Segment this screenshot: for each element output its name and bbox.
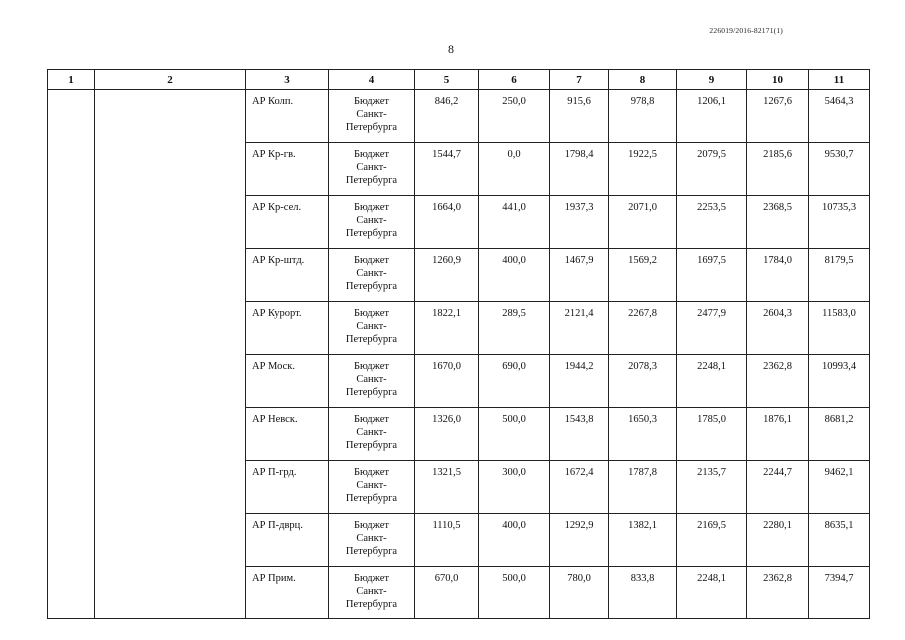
table-row <box>48 90 870 143</box>
column-header: 6 <box>479 70 550 90</box>
funding-source-line: Санкт- <box>356 321 387 332</box>
page-number: 8 <box>448 42 454 56</box>
funding-source-line: Санкт- <box>356 533 387 544</box>
col-1-cell <box>48 90 95 619</box>
funding-source-line: Петербурга <box>345 493 398 504</box>
value-cell: 2362,8 <box>747 567 809 619</box>
district-cell: АР Невск. <box>246 408 329 461</box>
value-cell: 2253,5 <box>677 196 747 249</box>
value-cell: 1697,5 <box>677 249 747 302</box>
value-cell: 0,0 <box>479 143 550 196</box>
funding-source-line: Санкт- <box>356 480 387 491</box>
funding-source-line: Санкт- <box>356 374 387 385</box>
district-cell: АР Кр-штд. <box>246 249 329 302</box>
funding-source-cell <box>329 302 415 355</box>
value-cell: 10993,4 <box>809 355 870 408</box>
funding-source-line: Бюджет <box>353 520 390 531</box>
value-cell: 500,0 <box>479 567 550 619</box>
value-cell: 1672,4 <box>550 461 609 514</box>
value-cell: 8635,1 <box>809 514 870 567</box>
value-cell: 8681,2 <box>809 408 870 461</box>
column-header: 2 <box>95 70 246 90</box>
funding-source-line: Бюджет <box>353 149 390 160</box>
value-cell: 1110,5 <box>415 514 479 567</box>
funding-source-line: Бюджет <box>353 414 390 425</box>
value-cell: 1544,7 <box>415 143 479 196</box>
value-cell: 1922,5 <box>609 143 677 196</box>
funding-source-line: Петербурга <box>345 334 398 345</box>
funding-source-cell <box>329 355 415 408</box>
value-cell: 7394,7 <box>809 567 870 619</box>
value-cell: 300,0 <box>479 461 550 514</box>
value-cell: 833,8 <box>609 567 677 619</box>
value-cell: 1784,0 <box>747 249 809 302</box>
funding-source-cell <box>329 461 415 514</box>
value-cell: 5464,3 <box>809 90 870 143</box>
value-cell: 2079,5 <box>677 143 747 196</box>
value-cell: 1326,0 <box>415 408 479 461</box>
col-2-cell <box>95 90 246 619</box>
funding-source-cell <box>329 408 415 461</box>
district-cell: АР Моск. <box>246 355 329 408</box>
value-cell: 2280,1 <box>747 514 809 567</box>
district-cell: АР П-дврц. <box>246 514 329 567</box>
value-cell: 441,0 <box>479 196 550 249</box>
column-header: 11 <box>809 70 870 90</box>
funding-source-cell <box>329 249 415 302</box>
value-cell: 1267,6 <box>747 90 809 143</box>
value-cell: 1944,2 <box>550 355 609 408</box>
funding-source-line: Петербурга <box>345 440 398 451</box>
value-cell: 1569,2 <box>609 249 677 302</box>
funding-source-line: Петербурга <box>345 599 398 610</box>
district-cell: АР Колп. <box>246 90 329 143</box>
value-cell: 2368,5 <box>747 196 809 249</box>
column-header: 8 <box>609 70 677 90</box>
value-cell: 2248,1 <box>677 355 747 408</box>
value-cell: 400,0 <box>479 514 550 567</box>
column-header: 9 <box>677 70 747 90</box>
value-cell: 846,2 <box>415 90 479 143</box>
funding-source-line: Санкт- <box>356 427 387 438</box>
value-cell: 690,0 <box>479 355 550 408</box>
value-cell: 2169,5 <box>677 514 747 567</box>
value-cell: 915,6 <box>550 90 609 143</box>
funding-source-line: Бюджет <box>353 255 390 266</box>
value-cell: 1292,9 <box>550 514 609 567</box>
value-cell: 978,8 <box>609 90 677 143</box>
value-cell: 1937,3 <box>550 196 609 249</box>
value-cell: 1670,0 <box>415 355 479 408</box>
value-cell: 2244,7 <box>747 461 809 514</box>
funding-source-cell <box>329 196 415 249</box>
budget-table <box>47 69 870 619</box>
value-cell: 1650,3 <box>609 408 677 461</box>
value-cell: 250,0 <box>479 90 550 143</box>
funding-source-line: Петербурга <box>345 546 398 557</box>
value-cell: 1467,9 <box>550 249 609 302</box>
header-row <box>48 70 870 90</box>
value-cell: 2362,8 <box>747 355 809 408</box>
value-cell: 1260,9 <box>415 249 479 302</box>
document-id: 226019/2016-82171(1) <box>709 26 783 35</box>
funding-source-line: Петербурга <box>345 281 398 292</box>
value-cell: 780,0 <box>550 567 609 619</box>
funding-source-line: Бюджет <box>353 361 390 372</box>
value-cell: 2071,0 <box>609 196 677 249</box>
column-header: 10 <box>747 70 809 90</box>
funding-source-line: Санкт- <box>356 586 387 597</box>
column-header: 7 <box>550 70 609 90</box>
funding-source-line: Бюджет <box>353 96 390 107</box>
value-cell: 10735,3 <box>809 196 870 249</box>
value-cell: 500,0 <box>479 408 550 461</box>
value-cell: 2267,8 <box>609 302 677 355</box>
value-cell: 8179,5 <box>809 249 870 302</box>
funding-source-line: Санкт- <box>356 268 387 279</box>
funding-source-cell <box>329 567 415 619</box>
value-cell: 1822,1 <box>415 302 479 355</box>
column-header: 4 <box>329 70 415 90</box>
value-cell: 2078,3 <box>609 355 677 408</box>
value-cell: 1664,0 <box>415 196 479 249</box>
funding-source-line: Петербурга <box>345 387 398 398</box>
funding-source-cell <box>329 90 415 143</box>
value-cell: 11583,0 <box>809 302 870 355</box>
value-cell: 670,0 <box>415 567 479 619</box>
column-header: 5 <box>415 70 479 90</box>
funding-source-line: Бюджет <box>353 573 390 584</box>
value-cell: 9462,1 <box>809 461 870 514</box>
district-cell: АР Прим. <box>246 567 329 619</box>
value-cell: 2135,7 <box>677 461 747 514</box>
value-cell: 2604,3 <box>747 302 809 355</box>
funding-source-line: Санкт- <box>356 162 387 173</box>
value-cell: 1382,1 <box>609 514 677 567</box>
value-cell: 1787,8 <box>609 461 677 514</box>
district-cell: АР Курорт. <box>246 302 329 355</box>
district-cell: АР Кр-гв. <box>246 143 329 196</box>
funding-source-line: Санкт- <box>356 109 387 120</box>
value-cell: 2185,6 <box>747 143 809 196</box>
funding-source-cell <box>329 514 415 567</box>
value-cell: 1798,4 <box>550 143 609 196</box>
value-cell: 1543,8 <box>550 408 609 461</box>
value-cell: 1321,5 <box>415 461 479 514</box>
value-cell: 2477,9 <box>677 302 747 355</box>
funding-source-cell <box>329 143 415 196</box>
value-cell: 1785,0 <box>677 408 747 461</box>
funding-source-line: Санкт- <box>356 215 387 226</box>
funding-source-line: Бюджет <box>353 202 390 213</box>
value-cell: 2121,4 <box>550 302 609 355</box>
column-header: 1 <box>48 70 95 90</box>
value-cell: 1206,1 <box>677 90 747 143</box>
district-cell: АР Кр-сел. <box>246 196 329 249</box>
value-cell: 289,5 <box>479 302 550 355</box>
funding-source-line: Петербурга <box>345 228 398 239</box>
funding-source-line: Бюджет <box>353 467 390 478</box>
value-cell: 1876,1 <box>747 408 809 461</box>
funding-source-line: Бюджет <box>353 308 390 319</box>
column-header: 3 <box>246 70 329 90</box>
district-cell: АР П-грд. <box>246 461 329 514</box>
value-cell: 400,0 <box>479 249 550 302</box>
value-cell: 9530,7 <box>809 143 870 196</box>
funding-source-line: Петербурга <box>345 122 398 133</box>
funding-source-line: Петербурга <box>345 175 398 186</box>
value-cell: 2248,1 <box>677 567 747 619</box>
